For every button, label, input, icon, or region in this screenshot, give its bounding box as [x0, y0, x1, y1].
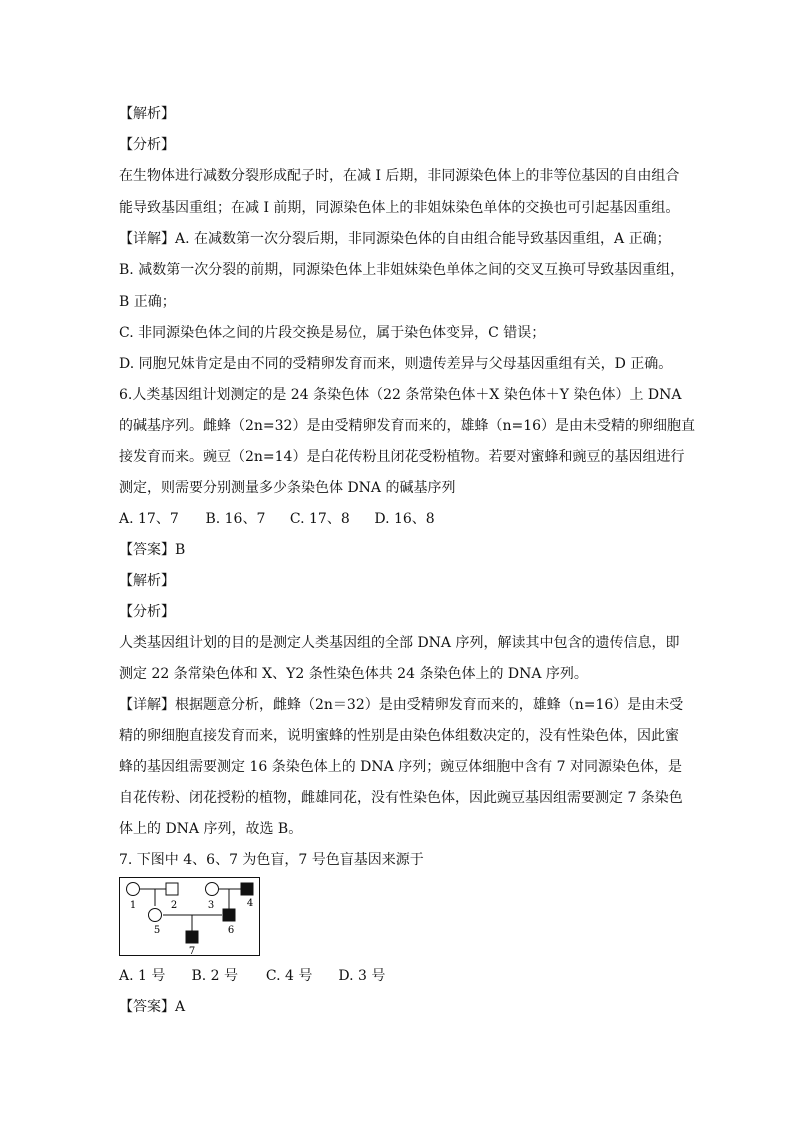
paragraph-line: 测定 22 条常染色体和 X、Y2 条性染色体共 24 条染色体上的 DNA 序列。 [119, 666, 588, 682]
label-2: 2 [170, 900, 178, 911]
individual-2-male [166, 883, 178, 895]
paragraph-line: D. 同胞兄妹肯定是由不同的受精卵发育而来，则遗传差异与父母基因重组有关，D 正确。 [119, 356, 673, 372]
question-6-line: 测定，则需要分别测量多少条染色体 DNA 的碱基序列 [119, 480, 456, 496]
option-c: C. 17、8 [289, 511, 350, 527]
individual-1-female [127, 883, 140, 896]
paragraph-line: C. 非同源染色体之间的片段交换是易位，属于染色体变异，C 错误； [119, 325, 546, 341]
question-7-options [119, 966, 385, 986]
label-6: 6 [227, 925, 235, 936]
option-a: A. 1 号 [119, 968, 166, 984]
paragraph-line: 在生物体进行减数分裂形成配子时，在减 I 后期，非同源染色体上的非等位基因的自由组合 [119, 168, 680, 184]
question-7-line: 7. 下图中 4、6、7 为色盲，7 号色盲基因来源于 [119, 852, 424, 868]
option-a: A. 17、7 [119, 511, 179, 527]
individual-4-affected-male [241, 883, 253, 895]
option-d: D. 16、8 [374, 511, 435, 527]
paragraph-line: 精的卵细胞直接发育而来，说明蜜蜂的性别是由染色体组数决定的，没有性染色体，因此蜜 [119, 728, 679, 744]
question-6-line: 6.人类基因组计划测定的是 24 条染色体（22 条常染色体＋X 染色体＋Y 染色体）上 DNA [119, 387, 682, 403]
option-b: B. 2 号 [191, 968, 238, 984]
paragraph-line: 人类基因组计划的目的是测定人类基因组的全部 DNA 序列，解读其中包含的遗传信息，即 [119, 635, 680, 651]
paragraph-line: 自花传粉、闭花授粉的植物，雌雄同花，没有性染色体，因此豌豆基因组需要测定 7 条染色 [119, 790, 683, 806]
label-1: 1 [129, 900, 137, 911]
individual-5-female [149, 909, 162, 922]
paragraph-line: B. 减数第一次分裂的前期，同源染色体上非姐妹染色单体之间的交叉互换可导致基因重组， [119, 262, 685, 278]
answer-line: 【答案】B [119, 542, 186, 558]
paragraph-line: 【详解】根据题意分析，雌蜂（2n＝32）是由受精卵发育而来的，雄蜂（n=16）是由未受 [119, 697, 684, 713]
question-6-options [119, 509, 435, 529]
individual-7-affected-male [186, 931, 198, 943]
label-5: 5 [153, 925, 161, 936]
section-heading-fenxi: 【分析】 [119, 137, 175, 153]
label-4: 4 [246, 898, 254, 909]
paragraph-line: 体上的 DNA 序列，故选 B。 [119, 821, 303, 837]
option-b: B. 16、7 [205, 511, 266, 527]
section-heading-fenxi: 【分析】 [119, 604, 175, 620]
individual-3-female [206, 883, 219, 896]
paragraph-line: 蜂的基因组需要测定 16 条染色体上的 DNA 序列；豌豆体细胞中含有 7 对同源染色体，是 [119, 759, 683, 775]
section-heading-jiexi: 【解析】 [119, 573, 175, 589]
paragraph-line: 能导致基因重组；在减 I 前期，同源染色体上的非姐妹染色单体的交换也可引起基因重组。 [119, 200, 680, 216]
paragraph-line: 【详解】A. 在减数第一次分裂后期，非同源染色体的自由组合能导致基因重组，A 正确； [119, 231, 671, 247]
question-6-line: 的碱基序列。雌蜂（2n=32）是由受精卵发育而来的，雄蜂（n=16）是由未受精的卵细胞直 [119, 418, 696, 434]
pedigree-diagram [119, 877, 260, 956]
label-7: 7 [188, 946, 196, 956]
section-heading-jiexi: 【解析】 [119, 106, 175, 122]
option-c: C. 4 号 [265, 968, 313, 984]
individual-6-affected-male [223, 909, 235, 921]
answer-line: 【答案】A [119, 999, 186, 1015]
paragraph-line: B 正确； [119, 294, 176, 310]
question-6-line: 接发育而来。豌豆（2n=14）是白花传粉且闭花受粉植物。若要对蜜蜂和豌豆的基因组进行 [119, 449, 685, 465]
option-d: D. 3 号 [338, 968, 386, 984]
label-3: 3 [207, 900, 215, 911]
